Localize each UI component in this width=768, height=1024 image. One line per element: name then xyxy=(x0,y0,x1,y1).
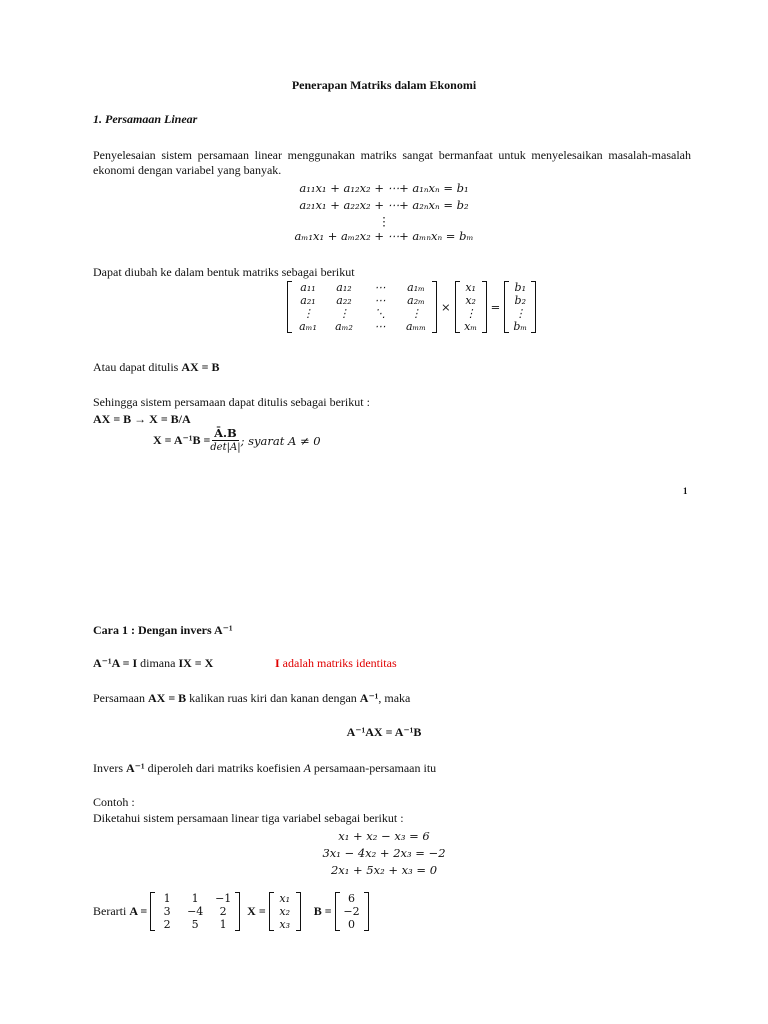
identity-eq2: IX = X xyxy=(178,656,214,670)
matrix-cell: ⋮ xyxy=(338,307,350,320)
vector-cell: x₂ xyxy=(279,905,290,918)
coefficient-matrix xyxy=(287,281,437,333)
matrix-cell: 1 xyxy=(219,918,227,931)
b-label: B = xyxy=(313,904,332,918)
vector-cell: −2 xyxy=(343,905,360,918)
vector-cell: b₁ xyxy=(514,281,526,294)
atau-equation: AX = B xyxy=(181,360,220,374)
matrix-cell: 2 xyxy=(163,918,171,931)
identity-dimana: dimana xyxy=(137,656,179,670)
matrix-cell: ⋱ xyxy=(374,307,386,320)
page-number: 1 xyxy=(683,486,688,496)
identity-note-text: adalah matriks identitas xyxy=(279,656,397,670)
vector-cell: 0 xyxy=(348,918,356,931)
example-eq-3: 2x₁ + 5x₂ + x₃ = 0 xyxy=(330,863,438,877)
sehingga-text: Sehingga sistem persamaan dapat ditulis sebagai berikut : xyxy=(93,395,370,409)
example-equations xyxy=(0,828,768,879)
matrix-cell: −1 xyxy=(215,892,232,905)
example-matrix-a xyxy=(150,892,240,931)
vector-cell: b₂ xyxy=(514,294,526,307)
variable-vector xyxy=(455,281,487,333)
example-vector-x xyxy=(269,892,301,931)
atau-line xyxy=(93,360,220,375)
a-label: A = xyxy=(129,904,148,918)
matrix-cell: a₂₂ xyxy=(336,294,352,307)
invers-text-2: diperoleh dari matriks koefisien xyxy=(144,761,304,775)
matrix-cell: ⋮ xyxy=(410,307,422,320)
vector-cell: x₂ xyxy=(465,294,476,307)
matrix-cell: aₘ₁ xyxy=(299,320,317,333)
persamaan-inverse: A⁻¹ xyxy=(359,691,379,705)
times-sign: × xyxy=(441,300,451,314)
matrix-equation xyxy=(287,281,536,333)
identity-note-i: I xyxy=(275,656,280,670)
invers-line xyxy=(93,761,436,776)
identity-note xyxy=(275,656,397,671)
inverse-condition: ; syarat A ≠ 0 xyxy=(240,433,321,448)
berarti-line xyxy=(93,892,369,931)
fraction-numerator: Ā.B xyxy=(214,426,237,440)
invers-text-3: persamaan-persamaan itu xyxy=(310,761,437,775)
equation-row-vdots: ⋮ xyxy=(378,214,390,228)
vector-cell: x₁ xyxy=(279,892,290,905)
persamaan-text-1: Persamaan xyxy=(93,691,148,705)
identity-eq1: A⁻¹A = I xyxy=(93,656,138,670)
matrix-cell: aₘ₂ xyxy=(335,320,353,333)
equation-row-2: a₂₁x₁ + a₂₂x₂ + ⋯+ a₂ₙxₙ = b₂ xyxy=(299,198,469,212)
matrix-cell: ⋯ xyxy=(374,294,386,307)
matrix-cell: 3 xyxy=(163,905,171,918)
matrix-cell: ⋮ xyxy=(302,307,314,320)
persamaan-eq: AX = B xyxy=(147,691,187,705)
contoh-label: Contoh : xyxy=(93,795,135,809)
atau-text: Atau dapat ditulis xyxy=(93,360,182,374)
berarti-label: Berarti xyxy=(93,904,127,918)
diketahui-text: Diketahui sistem persamaan linear tiga variabel sebagai berikut : xyxy=(93,811,404,825)
example-eq-2: 3x₁ − 4x₂ + 2x₃ = −2 xyxy=(322,846,446,860)
x-label: X = xyxy=(247,904,266,918)
inverse-formula xyxy=(153,427,321,454)
persamaan-line xyxy=(93,691,410,706)
vector-cell: 6 xyxy=(348,892,356,905)
vector-cell: xₘ xyxy=(464,320,478,333)
matrix-cell: 1 xyxy=(163,892,171,905)
persamaan-text-2: kalikan ruas kiri dan kanan dengan xyxy=(186,691,360,705)
matrix-cell: a₁₁ xyxy=(300,281,316,294)
ax-b-equation: AX = B → X = B/A xyxy=(93,412,191,426)
invers-text-1: Invers xyxy=(93,761,126,775)
constant-vector xyxy=(504,281,536,333)
equation-row-m: aₘ₁x₁ + aₘ₂x₂ + ⋯+ aₘₙxₙ = bₘ xyxy=(294,229,474,243)
equation-row-1: a₁₁x₁ + a₁₂x₂ + ⋯+ a₁ₙxₙ = b₁ xyxy=(299,181,469,195)
vector-cell: x₃ xyxy=(279,918,290,931)
section-heading: 1. Persamaan Linear xyxy=(93,112,198,126)
vector-cell: ⋮ xyxy=(514,307,526,320)
invers-symbol: A⁻¹ xyxy=(126,761,145,775)
vector-cell: ⋮ xyxy=(465,307,477,320)
matrix-cell: 1 xyxy=(191,892,199,905)
matrix-cell: ⋯ xyxy=(374,281,386,294)
equation-system xyxy=(0,180,768,245)
matrix-cell: aₘₘ xyxy=(405,320,427,333)
invers-matrix-a: A xyxy=(303,761,311,775)
example-vector-b xyxy=(335,892,369,931)
inverse-lhs: X = A⁻¹B = xyxy=(153,433,211,447)
identity-line xyxy=(93,656,213,671)
matrix-cell: a₁ₘ xyxy=(407,281,425,294)
fraction-denominator: det|A| xyxy=(210,442,241,453)
cara1-heading: Cara 1 : Dengan invers A⁻¹ xyxy=(93,623,233,637)
matrix-cell: a₂ₘ xyxy=(407,294,425,307)
page-title: Penerapan Matriks dalam Ekonomi xyxy=(291,78,477,92)
intro-paragraph: Penyelesaian sistem persamaan linear menggunakan matriks sangat bermanfaat untuk menyelesaikan masalah-masalah ekonomi dengan variabel yang banyak. xyxy=(93,148,691,177)
equals-sign: = xyxy=(490,300,501,314)
vector-cell: x₁ xyxy=(465,281,476,294)
matrix-cell: −4 xyxy=(187,905,204,918)
matrix-cell: 2 xyxy=(219,905,227,918)
matrix-cell: ⋯ xyxy=(374,320,386,333)
example-eq-1: x₁ + x₂ − x₃ = 6 xyxy=(338,829,430,843)
matrix-cell: a₁₂ xyxy=(336,281,352,294)
persamaan-text-3: , maka xyxy=(378,691,411,705)
matrix-intro-text: Dapat diubah ke dalam bentuk matriks sebagai berikut xyxy=(93,265,355,279)
matrix-cell: a₂₁ xyxy=(300,294,316,307)
inverse-fraction xyxy=(210,427,240,454)
vector-cell: bₘ xyxy=(513,320,528,333)
inverse-equation: A⁻¹AX = A⁻¹B xyxy=(346,725,422,739)
matrix-cell: 5 xyxy=(191,918,199,931)
